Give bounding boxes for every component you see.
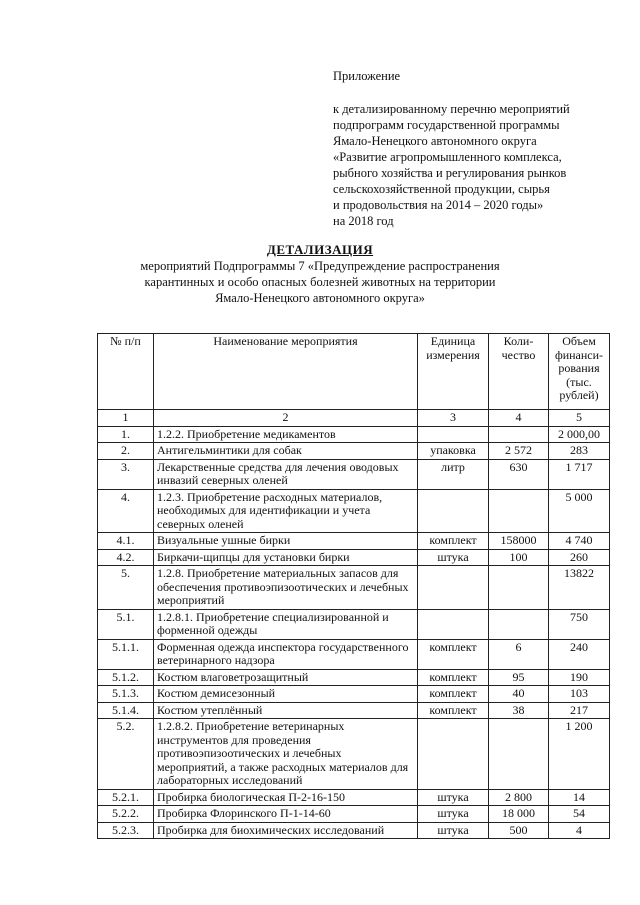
cell-qty: 500 [489,822,549,839]
cell-name: 1.2.3. Приобретение расходных материалов, необходимых для идентификации и учета северных оленей [154,489,418,533]
cell-unit: штука [418,789,489,806]
table-header-numbers-row [98,410,610,427]
cell-num: 5.2.3. [98,822,154,839]
table-row [98,669,610,686]
header-unit: Единица измерения [418,334,489,410]
header-number: 4 [489,410,549,427]
cell-name: Лекарственные средства для лечения оводовых инвазий северных оленей [154,459,418,489]
header-qty: Коли-чество [489,334,549,410]
table-row [98,609,610,639]
table-row [98,702,610,719]
cell-num: 5. [98,566,154,610]
cell-unit: упаковка [418,443,489,460]
cell-name: Форменная одежда инспектора государственного ветеринарного надзора [154,639,418,669]
cell-unit: комплект [418,533,489,550]
cell-num: 5.1.1. [98,639,154,669]
cell-name: 1.2.8.2. Приобретение ветеринарных инструментов для проведения противоэпизоотических и лечебных мероприятий, а также расходных материалов для лабораторных исследований [154,719,418,790]
cell-amount: 103 [549,686,610,703]
cell-name: Биркачи-щипцы для установки бирки [154,549,418,566]
cell-qty: 38 [489,702,549,719]
table-row [98,443,610,460]
appendix-line: подпрограмм государственной программы [333,118,560,132]
cell-amount: 2 000,00 [549,426,610,443]
cell-qty: 2 572 [489,443,549,460]
cell-qty [489,426,549,443]
appendix-block [333,68,570,229]
cell-amount: 54 [549,806,610,823]
cell-amount: 217 [549,702,610,719]
document-subtitle-line: карантинных и особо опасных болезней животных на территории [144,275,496,289]
cell-amount: 283 [549,443,610,460]
table-header-row [98,334,610,410]
header-number: 3 [418,410,489,427]
cell-amount: 750 [549,609,610,639]
table-row [98,459,610,489]
details-table [97,333,610,839]
cell-num: 5.1. [98,609,154,639]
table-row [98,719,610,790]
header-number: 2 [154,410,418,427]
cell-num: 4.2. [98,549,154,566]
header-number: 1 [98,410,154,427]
cell-qty: 100 [489,549,549,566]
cell-num: 5.2. [98,719,154,790]
table-row [98,686,610,703]
document-heading [0,242,640,306]
appendix-line: к детализированному перечню мероприятий [333,102,570,116]
cell-unit: литр [418,459,489,489]
document-subtitle-line: Ямало-Ненецкого автономного округа» [215,291,425,305]
header-name: Наименование мероприятия [154,334,418,410]
table-row [98,489,610,533]
cell-amount: 1 200 [549,719,610,790]
table-row [98,806,610,823]
cell-amount: 4 [549,822,610,839]
cell-num: 4. [98,489,154,533]
cell-qty: 6 [489,639,549,669]
cell-qty: 630 [489,459,549,489]
cell-num: 1. [98,426,154,443]
cell-amount: 13822 [549,566,610,610]
cell-unit [418,566,489,610]
header-number: 5 [549,410,610,427]
appendix-line: на 2018 год [333,214,394,228]
cell-num: 4.1. [98,533,154,550]
table-row [98,533,610,550]
table-row [98,566,610,610]
cell-amount: 5 000 [549,489,610,533]
table-body [98,426,610,839]
appendix-title: Приложение [333,69,401,83]
cell-unit: штука [418,822,489,839]
cell-amount: 14 [549,789,610,806]
table-row [98,789,610,806]
appendix-line: сельскохозяйственной продукции, сырья [333,182,550,196]
cell-num: 2. [98,443,154,460]
cell-name: 1.2.8.1. Приобретение специализированной и форменной одежды [154,609,418,639]
cell-qty: 95 [489,669,549,686]
cell-unit: комплект [418,702,489,719]
cell-unit: штука [418,549,489,566]
cell-name: 1.2.2. Приобретение медикаментов [154,426,418,443]
cell-num: 5.1.2. [98,669,154,686]
cell-unit [418,489,489,533]
cell-qty: 18 000 [489,806,549,823]
cell-unit [418,609,489,639]
header-num: № п/п [98,334,154,410]
cell-qty [489,609,549,639]
cell-unit: комплект [418,639,489,669]
cell-unit [418,719,489,790]
cell-num: 3. [98,459,154,489]
cell-amount: 1 717 [549,459,610,489]
cell-name: 1.2.8. Приобретение материальных запасов для обеспечения противоэпизоотических и лечебных мероприятий [154,566,418,610]
table-row [98,822,610,839]
cell-num: 5.1.4. [98,702,154,719]
cell-name: Пробирка биологическая П-2-16-150 [154,789,418,806]
document-title: ДЕТАЛИЗАЦИЯ [266,242,374,257]
cell-unit [418,426,489,443]
cell-amount: 4 740 [549,533,610,550]
cell-amount: 260 [549,549,610,566]
cell-name: Костюм влаговетрозащитный [154,669,418,686]
cell-num: 5.1.3. [98,686,154,703]
cell-unit: комплект [418,669,489,686]
appendix-line: «Развитие агропромышленного комплекса, [333,150,562,164]
cell-unit: штука [418,806,489,823]
cell-qty [489,566,549,610]
cell-name: Антигельминтики для собак [154,443,418,460]
cell-name: Пробирка для биохимических исследований [154,822,418,839]
cell-name: Пробирка Флоринского П-1-14-60 [154,806,418,823]
cell-unit: комплект [418,686,489,703]
header-amount: Объем финанси-рования (тыс. рублей) [549,334,610,410]
cell-amount: 240 [549,639,610,669]
cell-qty: 2 800 [489,789,549,806]
appendix-line: и продовольствия на 2014 – 2020 годы» [333,198,544,212]
table-row [98,549,610,566]
document-subtitle-line: мероприятий Подпрограммы 7 «Предупреждение распространения [140,259,500,273]
cell-name: Костюм демисезонный [154,686,418,703]
cell-qty [489,489,549,533]
cell-name: Костюм утеплённый [154,702,418,719]
table-row [98,639,610,669]
cell-qty: 40 [489,686,549,703]
cell-qty: 158000 [489,533,549,550]
cell-qty [489,719,549,790]
cell-amount: 190 [549,669,610,686]
cell-num: 5.2.2. [98,806,154,823]
cell-num: 5.2.1. [98,789,154,806]
table-row [98,426,610,443]
appendix-line: Ямало-Ненецкого автономного округа [333,134,537,148]
cell-name: Визуальные ушные бирки [154,533,418,550]
appendix-line: рыбного хозяйства и регулирования рынков [333,166,567,180]
